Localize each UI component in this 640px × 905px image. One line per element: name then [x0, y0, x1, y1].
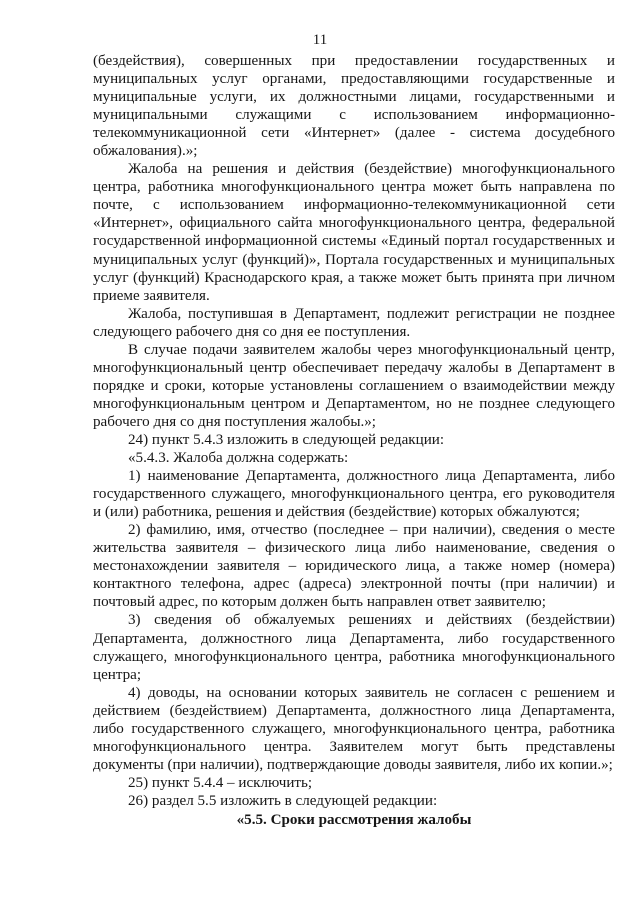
paragraph-complaint-mfc: Жалоба на решения и действия (бездействие) многофункционального центра, работника многофункционального центра может быть направлена по почте, с использованием информационно-телекоммуникационной сети «Интернет», официального сайта многофункционального центра, федеральной государственной информационной системы «Единый портал государственных и муниципальных услуг (функций)», Портала государственных и муниципальных услуг (функций) Краснодарского края, а также может быть принята при личном приеме заявителя. — [93, 161, 615, 304]
page-number: 11 — [312, 32, 328, 48]
list-item-4: 4) доводы, на основании которых заявитель не согласен с решением и действием (бездействием) Департамента, должностного лица Департамента, либо государственного служащего, многофункционального центра, работника многофункционального центра. Заявителем могут быть представлены документы (при наличии), подтверждающие доводы заявителя, либо их копии.»; — [93, 684, 615, 773]
paragraph-continuation: (бездействия), совершенных при предоставлении государственных и муниципальных услуг органами, предоставляющими государственные и муниципальные услуги, их должностными лицами, государственными и муниципальными служащими с использованием информационно-телекоммуникационной сети «Интернет» (далее - система досудебного обжалования).»; — [93, 53, 615, 160]
section-heading: «5.5. Сроки рассмотрения жалобы — [236, 811, 472, 828]
paragraph-item-26: 26) раздел 5.5 изложить в следующей редакции: — [128, 792, 438, 809]
paragraph-item-24: 24) пункт 5.4.3 изложить в следующей редакции: — [128, 431, 445, 448]
list-item-3: 3) сведения об обжалуемых решениях и действиях (бездействии) Департамента, должностного лица Департамента, либо государственного служащего, многофункционального центра, работника многофункционального центра; — [93, 612, 615, 683]
list-item-1: 1) наименование Департамента, должностного лица Департамента, либо государственного служащего, многофункционального центра, его руководителя и (или) работника, решения и действия (бездействие) которых обжалуются; — [93, 468, 615, 521]
paragraph-item-25: 25) пункт 5.4.4 – исключить; — [128, 774, 313, 791]
paragraph-5-4-3: «5.4.3. Жалоба должна содержать: — [128, 450, 349, 467]
list-item-2: 2) фамилию, имя, отчество (последнее – при наличии), сведения о месте жительства заявителя – физического лица либо наименование, сведения о местонахождении заявителя – юридического лица, а также номер (номера) контактного телефона, адрес (адреса) электронной почты (при наличии) и почтовый адрес, по которым должен быть направлен ответ заявителю; — [93, 522, 615, 611]
paragraph-mfc-transfer: В случае подачи заявителем жалобы через многофункциональный центр, многофункциональный центр обеспечивает передачу жалобы в Департамент в порядке и сроки, которые установлены соглашением о взаимодействии между многофункциональным центром и Департаментом, но не позднее следующего рабочего дня со дня поступления жалобы.»; — [93, 341, 615, 430]
document-body — [93, 52, 615, 829]
paragraph-registration: Жалоба, поступившая в Департамент, подлежит регистрации не позднее следующего рабочего дня со дня ее поступления. — [93, 305, 615, 340]
